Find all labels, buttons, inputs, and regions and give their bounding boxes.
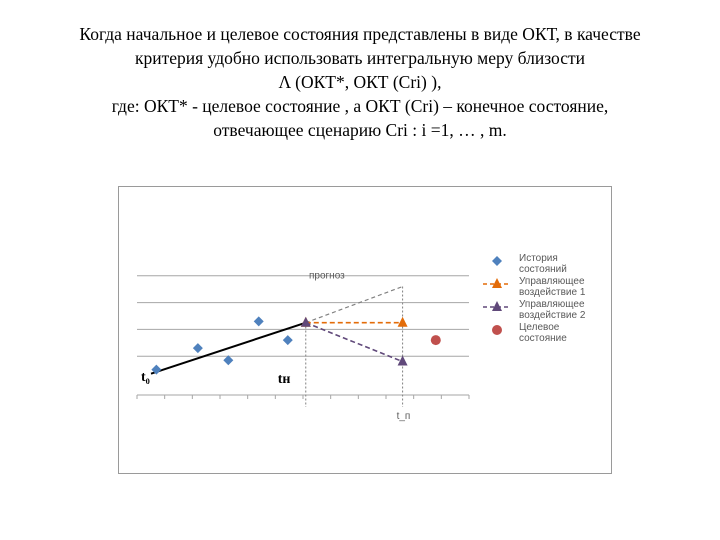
series-1-point-2 [193,343,203,353]
series-1-point-4 [254,316,264,326]
series-2-point-2 [398,317,408,327]
legend-marker-2 [492,278,502,288]
caption-line-2: критерия удобно использовать интегральную меру близости [134,48,585,68]
series-4-point-1 [431,335,441,345]
forecast-line [306,287,403,323]
label-t0: t₀ [141,370,150,385]
chart-frame [118,186,612,474]
chart-svg [119,187,613,475]
legend-label-1: История состояний [519,253,567,275]
label-tn: tн [277,372,291,387]
slide-caption [10,22,710,142]
legend-label-4: Целевое состояние [519,322,567,344]
legend-label-2: Управляющее воздействие 1 [519,276,586,298]
legend-marker-3 [492,301,502,311]
legend-marker-1 [492,256,502,266]
caption-line-4: где: ОКТ* - целевое состояние , а ОКТ (Cri) – конечное состояние, [111,96,609,116]
caption-line-3: Λ (ОКТ*, ОКТ (Cri) ), [278,72,442,92]
legend-marker-4 [492,325,502,335]
series-1-point-3 [223,355,233,365]
series-1-point-5 [283,335,293,345]
label-tp: t_п [396,411,411,422]
caption-line-5: отвечающее сценарию Cri : i =1, … , m. [213,120,507,140]
trend-line [151,323,306,374]
forecast-label: прогноз [309,270,345,282]
legend-label-3: Управляющее воздействие 2 [519,299,586,321]
caption-line-1: Когда начальное и целевое состояния представлены в виде ОКТ, в качестве [79,24,641,44]
